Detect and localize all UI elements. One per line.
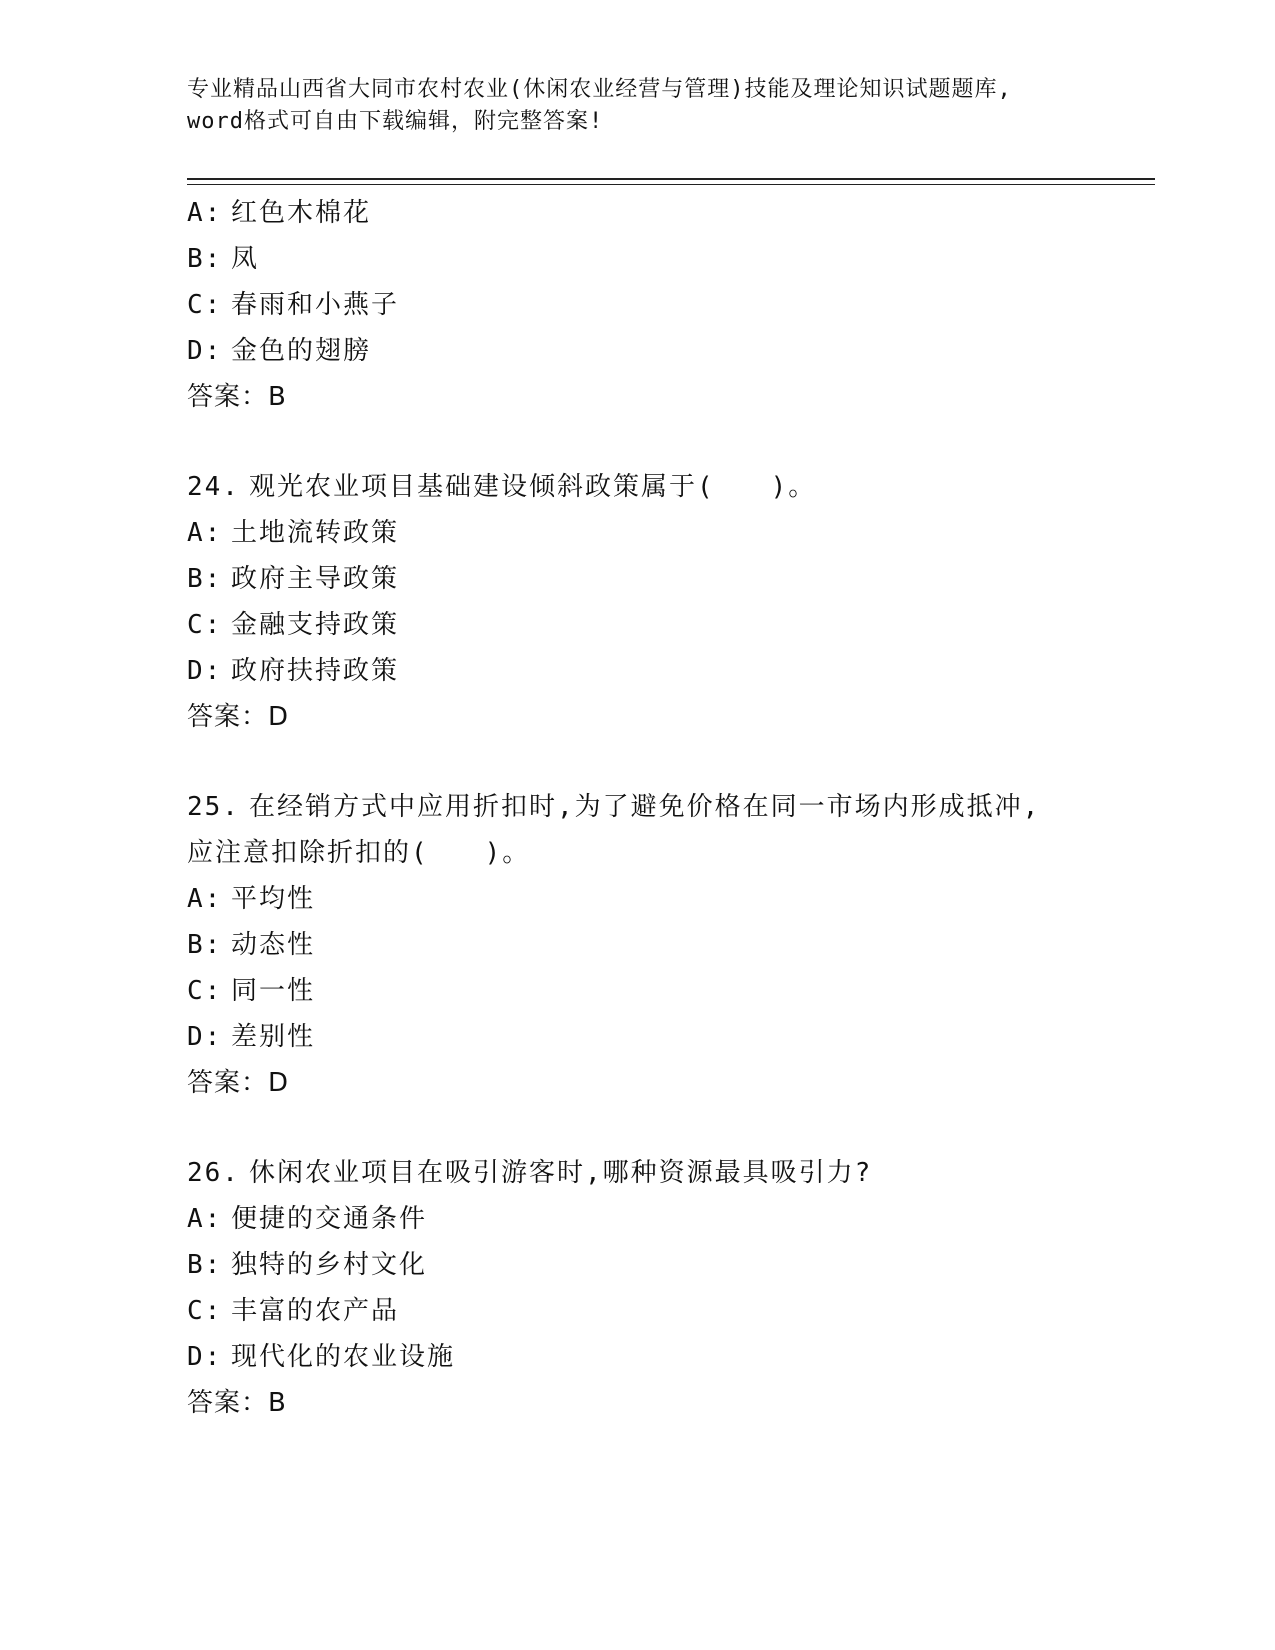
document-header [187,74,1087,138]
option-text: 土地流转政策 [231,518,400,548]
option-text: 便捷的交通条件 [231,1204,428,1234]
spacer [187,1106,1155,1150]
header-title-line-1: 专业精品山西省大同市农村农业(休闲农业经营与管理)技能及理论知识试题题库, [187,77,1012,102]
option-key: A: [187,518,223,548]
option-key: B: [187,244,223,274]
question-stem [187,464,1155,510]
option-text: 同一性 [231,976,316,1006]
option-c [187,1288,1155,1334]
question-stem-continued: 应注意扣除折扣的( )。 [187,838,531,868]
answer-line: 答案：D [187,1068,290,1098]
option-text: 凤 [231,244,260,274]
answer-line: 答案：B [187,1388,287,1418]
option-text: 丰富的农产品 [231,1296,400,1326]
question-block-26 [187,1150,1155,1426]
question-number: 25. [187,792,240,822]
question-block-25 [187,784,1155,1106]
question-number: 24. [187,472,240,502]
question-stem [187,784,1155,830]
header-divider-thin [187,184,1155,185]
option-a [187,510,1155,556]
option-key: C: [187,610,223,640]
header-title-line-2: word格式可自由下载编辑，附完整答案! [187,109,604,134]
option-key: B: [187,564,223,594]
option-c [187,968,1155,1014]
option-c [187,602,1155,648]
option-text: 独特的乡村文化 [231,1250,428,1280]
option-key: A: [187,1204,223,1234]
question-stem [187,1150,1155,1196]
option-text: 现代化的农业设施 [231,1342,456,1372]
question-text: 在经销方式中应用折扣时,为了避免价格在同一市场内形成抵冲, [249,792,1041,822]
option-key: A: [187,884,223,914]
option-key: D: [187,1342,223,1372]
option-c [187,282,1155,328]
option-key: C: [187,290,223,320]
option-key: A: [187,198,223,228]
option-a [187,190,1155,236]
option-key: D: [187,336,223,366]
option-key: C: [187,1296,223,1326]
option-b [187,236,1155,282]
header-divider-thick [187,178,1155,180]
option-a [187,876,1155,922]
question-number: 26. [187,1158,240,1188]
option-text: 金融支持政策 [231,610,400,640]
option-text: 政府主导政策 [231,564,400,594]
option-text: 春雨和小燕子 [231,290,400,320]
spacer [187,420,1155,464]
question-text: 休闲农业项目在吸引游客时,哪种资源最具吸引力? [249,1158,873,1188]
option-text: 差别性 [231,1022,316,1052]
question-block-24 [187,464,1155,740]
option-key: B: [187,1250,223,1280]
option-text: 动态性 [231,930,316,960]
option-key: D: [187,1022,223,1052]
answer-line: 答案：B [187,382,287,412]
option-b [187,922,1155,968]
answer-line: 答案：D [187,702,290,732]
option-a [187,1196,1155,1242]
option-d [187,648,1155,694]
question-text: 观光农业项目基础建设倾斜政策属于( )。 [249,472,817,502]
option-text: 政府扶持政策 [231,656,400,686]
option-text: 平均性 [231,884,316,914]
option-key: C: [187,976,223,1006]
option-text: 金色的翅膀 [231,336,372,366]
option-d [187,328,1155,374]
option-b [187,556,1155,602]
question-block-partial [187,190,1155,420]
option-d [187,1014,1155,1060]
option-b [187,1242,1155,1288]
option-d [187,1334,1155,1380]
question-list [187,190,1155,1426]
option-key: B: [187,930,223,960]
option-key: D: [187,656,223,686]
option-text: 红色木棉花 [231,198,372,228]
spacer [187,740,1155,784]
